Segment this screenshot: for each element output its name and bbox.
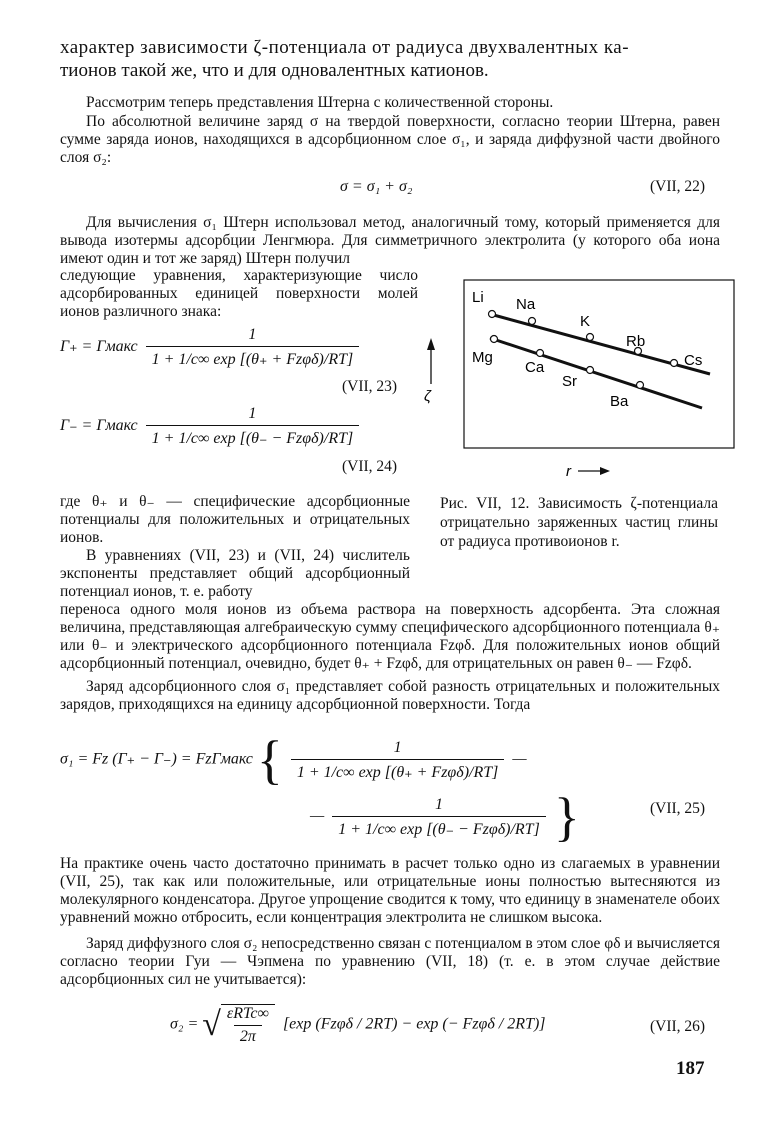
equation-vii-23-lhs: Γ₊ = Γмакс: [60, 338, 138, 356]
point-li: [489, 311, 496, 318]
intro-line-1: характер зависимости ζ-потенциала от радиуса двухвалентных ка-: [60, 37, 630, 58]
paragraph-adsorption-layer-charge: Заряд адсорбционного слоя σ₁ представляет собой разность отрицательных и положительных зарядов, приходящихся на единицу адсорбционной поверхности. Тогда: [60, 678, 720, 713]
label-mg: Mg: [472, 349, 493, 366]
x-axis-arrowhead: [600, 467, 610, 475]
equation-vii-25: [60, 730, 527, 790]
label-cs: Cs: [684, 352, 703, 369]
label-ca: Ca: [525, 359, 545, 376]
equation-vii-26-radicand-denominator: 2π: [234, 1025, 262, 1046]
label-na: Na: [516, 296, 536, 313]
equation-vii-25-left-brace: {: [256, 730, 283, 790]
label-li: Li: [472, 289, 484, 306]
equation-vii-26-radicand-numerator: εRTc∞: [226, 1005, 269, 1022]
intro-line-2: тионов такой же, что и для одновалентных катионов.: [60, 60, 489, 81]
equation-vii-24-fraction: [146, 405, 360, 448]
paragraph-charge-sum: По абсолютной величине заряд σ на твердой поверхности, согласно теории Штерна, равен сумме заряда ионов, находящихся в адсорбционном слое σ₁, и заряда диффузной части двойного слоя σ₂:: [60, 113, 720, 166]
equation-number-vii-24: (VII, 24): [342, 458, 398, 475]
label-k: K: [580, 313, 591, 330]
equation-vii-23-denominator: 1 + 1/c∞ exp [(θ₊ + Fzφδ)/RT]: [146, 346, 360, 369]
equation-vii-26-bracket: [exp (Fzφδ / 2RT) − exp (− Fzφδ / 2RT)]: [282, 1015, 546, 1033]
point-k: [587, 334, 594, 341]
point-ca: [537, 350, 544, 357]
equation-number-vii-22: (VII, 22): [650, 178, 706, 195]
lower-curve: [490, 338, 702, 408]
point-sr: [587, 367, 594, 374]
paragraph-transfer-work: переноса одного моля ионов из объема раствора на поверхность адсорбента. Эта сложная величина, представляющая алгебраическую сумму специфического адсорбционного потенциала θ₊ или θ₋ и электрического адсорбционного потенциала Fzφδ. Для положительных ионов общий адсорбционный потенциал, очевидно, будет θ₊ + Fzφδ, для отрицательных он равен θ₋ — Fzφδ.: [60, 601, 720, 672]
point-na: [529, 318, 536, 325]
equation-number-vii-26: (VII, 26): [650, 1018, 706, 1035]
page-number: 187: [676, 1058, 705, 1079]
equation-vii-25-minus-2: —: [310, 807, 325, 825]
point-mg: [491, 336, 498, 343]
paragraph-langmuir-method: Для вычисления σ₁ Штерн использовал метод, аналогичный тому, который применяется для вывода изотермы адсорбции Ленгмюра. Для симметричного электролита (у которого оба иона имеют один и тот же заряд) Штерн получил: [60, 214, 720, 267]
equation-vii-24-lhs: Γ₋ = Γмакс: [60, 417, 138, 435]
label-ba: Ba: [610, 393, 629, 410]
y-axis-label: ζ: [424, 388, 431, 405]
paragraph-exponent-numerator: В уравнениях (VII, 23) и (VII, 24) числитель экспоненты представляет общий адсорбционный потенциал ионов, т. е. работу: [60, 547, 410, 600]
equation-vii-24-numerator: 1: [248, 405, 257, 422]
square-root-sign: √: [202, 1006, 221, 1043]
equation-vii-23-fraction: [146, 326, 360, 369]
equation-vii-24-denominator: 1 + 1/c∞ exp [(θ₋ − Fzφδ)/RT]: [146, 425, 360, 448]
equation-vii-22: σ = σ₁ + σ₂: [340, 178, 413, 195]
equation-vii-25-fraction-1-denominator: 1 + 1/c∞ exp [(θ₊ + Fzφδ)/RT]: [291, 759, 505, 782]
paragraph-adsorbed-moles: следующие уравнения, характеризующие число адсорбированных единицей поверхности молей ионов различного знака:: [60, 267, 418, 320]
x-axis-label: r: [566, 463, 571, 480]
equation-vii-26-radicand: [221, 1004, 275, 1046]
equation-vii-25-fraction-1: [291, 739, 505, 782]
label-rb: Rb: [626, 333, 646, 350]
paragraph-stern-quantitative: Рассмотрим теперь представления Штерна с количественной стороны.: [86, 94, 554, 111]
equation-vii-23: [60, 326, 363, 369]
y-axis-arrowhead: [427, 338, 435, 350]
equation-vii-25-fraction-2-numerator: 1: [435, 795, 444, 813]
figure-caption: Рис. VII, 12. Зависимость ζ-потенциала отрицательно заряженных частиц глины от радиуса противоионов r.: [440, 495, 718, 550]
equation-number-vii-25: (VII, 25): [650, 800, 706, 817]
equation-vii-25-minus-1: —: [512, 750, 527, 768]
paragraph-practical-simplification: На практике очень часто достаточно принимать в расчет только одно из слагаемых в уравнении (VII, 25), так как или положительные, или отрицательные ионы полностью вытесняются из молекулярного конденсатора. Другое упрощение сводится к тому, что единицу в знаменателе обоих уравнений можно отбросить, если концентрация электролита не слишком высока.: [60, 855, 720, 926]
point-ba: [637, 382, 644, 389]
equation-vii-25-right-brace: }: [553, 787, 580, 847]
equation-vii-26: [170, 1004, 546, 1046]
equation-vii-25-fraction-2-denominator: 1 + 1/c∞ exp [(θ₋ − Fzφδ)/RT]: [332, 816, 546, 839]
equation-vii-23-numerator: 1: [248, 326, 257, 343]
zeta-potential-figure: [420, 276, 740, 486]
equation-vii-25-lhs: σ₁ = Fz (Γ₊ − Γ₋) = FzΓмакс: [60, 750, 253, 768]
equation-vii-24: [60, 405, 363, 448]
point-cs: [671, 360, 678, 367]
equation-number-vii-23: (VII, 23): [342, 378, 398, 395]
paragraph-diffuse-layer-charge: Заряд диффузного слоя σ₂ непосредственно связан с потенциалом в этом слое φδ и вычисляется согласно теории Гуи — Чэпмена по уравнению (VII, 18) (т. е. в этом случае действие адсорбционных сил не учитывается):: [60, 935, 720, 988]
equation-vii-25-fraction-2: [332, 796, 546, 839]
label-sr: Sr: [562, 373, 577, 390]
equation-vii-25-continued: [310, 787, 580, 847]
equation-vii-25-fraction-1-numerator: 1: [393, 738, 402, 756]
equation-vii-26-lhs: σ₂ =: [170, 1015, 199, 1033]
paragraph-specific-potentials: где θ₊ и θ₋ — специфические адсорбционные потенциалы для положительных и отрицательных ионов.: [60, 493, 410, 546]
